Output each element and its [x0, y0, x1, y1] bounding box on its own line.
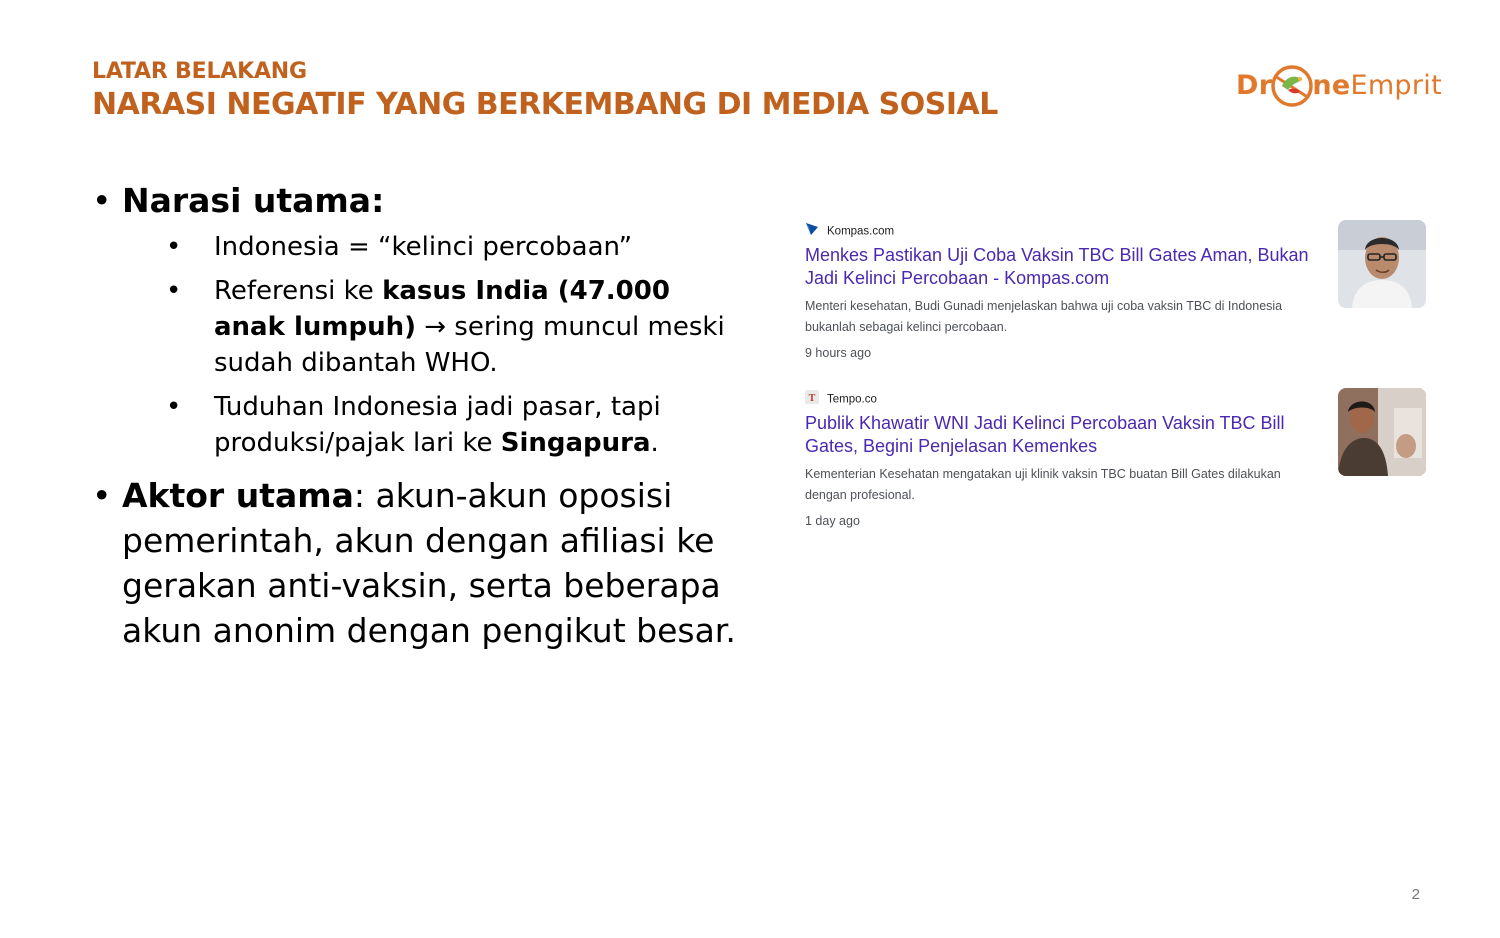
news-card-tempo[interactable] — [805, 390, 1425, 528]
tempo-icon — [805, 390, 819, 409]
bullet-heading-narasi: Narasi utama: — [122, 181, 385, 220]
page-number: 2 — [1411, 886, 1420, 903]
narasi-item-2-pre: Referensi ke — [214, 276, 383, 306]
narasi-item-1-text: Indonesia = “kelinci percobaan” — [214, 232, 633, 262]
narasi-item-3-post: . — [650, 428, 659, 458]
news-snippet: Menteri kesehatan, Budi Gunadi menjelaskan bahwa uji coba vaksin TBC di Indonesia bukanlah sebagai kelinci percobaan. — [805, 299, 1283, 334]
narasi-item-2-bold: kasus India (47.000 anak lumpuh) — [214, 276, 670, 342]
narasi-item-1 — [92, 229, 742, 265]
narasi-item-3-pre: Tuduhan Indonesia jadi pasar, tapi produksi/pajak lari ke — [214, 392, 661, 458]
news-card-kompas[interactable] — [805, 222, 1425, 360]
narasi-sub-list — [92, 229, 742, 461]
drone-emprit-logo — [1236, 54, 1441, 110]
narasi-item-3 — [92, 389, 742, 461]
svg-text:T: T — [808, 393, 816, 404]
section-kicker: LATAR BELAKANG — [92, 59, 307, 84]
news-headline-link[interactable]: Publik Khawatir WNI Jadi Kelinci Percobaan Vaksin TBC Bill Gates, Begini Penjelasan Kemenkes — [805, 413, 1285, 456]
bullet-aktor-utama — [92, 473, 742, 653]
news-thumbnail-kompas[interactable] — [1338, 220, 1426, 308]
news-thumbnail-tempo[interactable] — [1338, 388, 1426, 476]
news-source-name: Kompas.com — [827, 225, 895, 238]
news-snippet: Kementerian Kesehatan mengatakan uji klinik vaksin TBC buatan Bill Gates dilakukan dengan profesional. — [805, 467, 1281, 502]
bullet-narasi-utama — [92, 178, 742, 223]
news-source-kompas — [805, 222, 1425, 238]
logo-part-3: Emprit — [1350, 70, 1442, 101]
narasi-item-3-bold: Singapura — [500, 428, 651, 458]
slide-header — [92, 58, 998, 124]
news-headline-link[interactable]: Menkes Pastikan Uji Coba Vaksin TBC Bill Gates Aman, Bukan Jadi Kelinci Percobaan - Kompas.com — [805, 245, 1309, 288]
drone-emprit-bird-logo-icon — [1270, 64, 1314, 108]
slide-content — [92, 178, 742, 653]
narasi-item-2 — [92, 273, 742, 381]
aktor-heading: Aktor utama — [122, 476, 354, 515]
news-time: 9 hours ago — [805, 346, 872, 360]
logo-text — [1236, 64, 1442, 108]
news-source-name: Tempo.co — [827, 393, 877, 406]
narasi-item-2-post: → sering muncul meski sudah dibantah WHO. — [214, 312, 725, 378]
logo-part-1: Dr — [1236, 70, 1273, 101]
kompas-icon — [805, 222, 819, 241]
news-time: 1 day ago — [805, 514, 860, 528]
logo-part-2: ne — [1312, 70, 1351, 101]
news-source-tempo — [805, 390, 1425, 406]
slide-title: NARASI NEGATIF YANG BERKEMBANG DI MEDIA SOSIAL — [92, 87, 998, 122]
aktor-text: : akun-akun oposisi pemerintah, akun dengan afiliasi ke gerakan anti-vaksin, serta beberapa akun anonim dengan pengikut besar. — [122, 476, 736, 650]
